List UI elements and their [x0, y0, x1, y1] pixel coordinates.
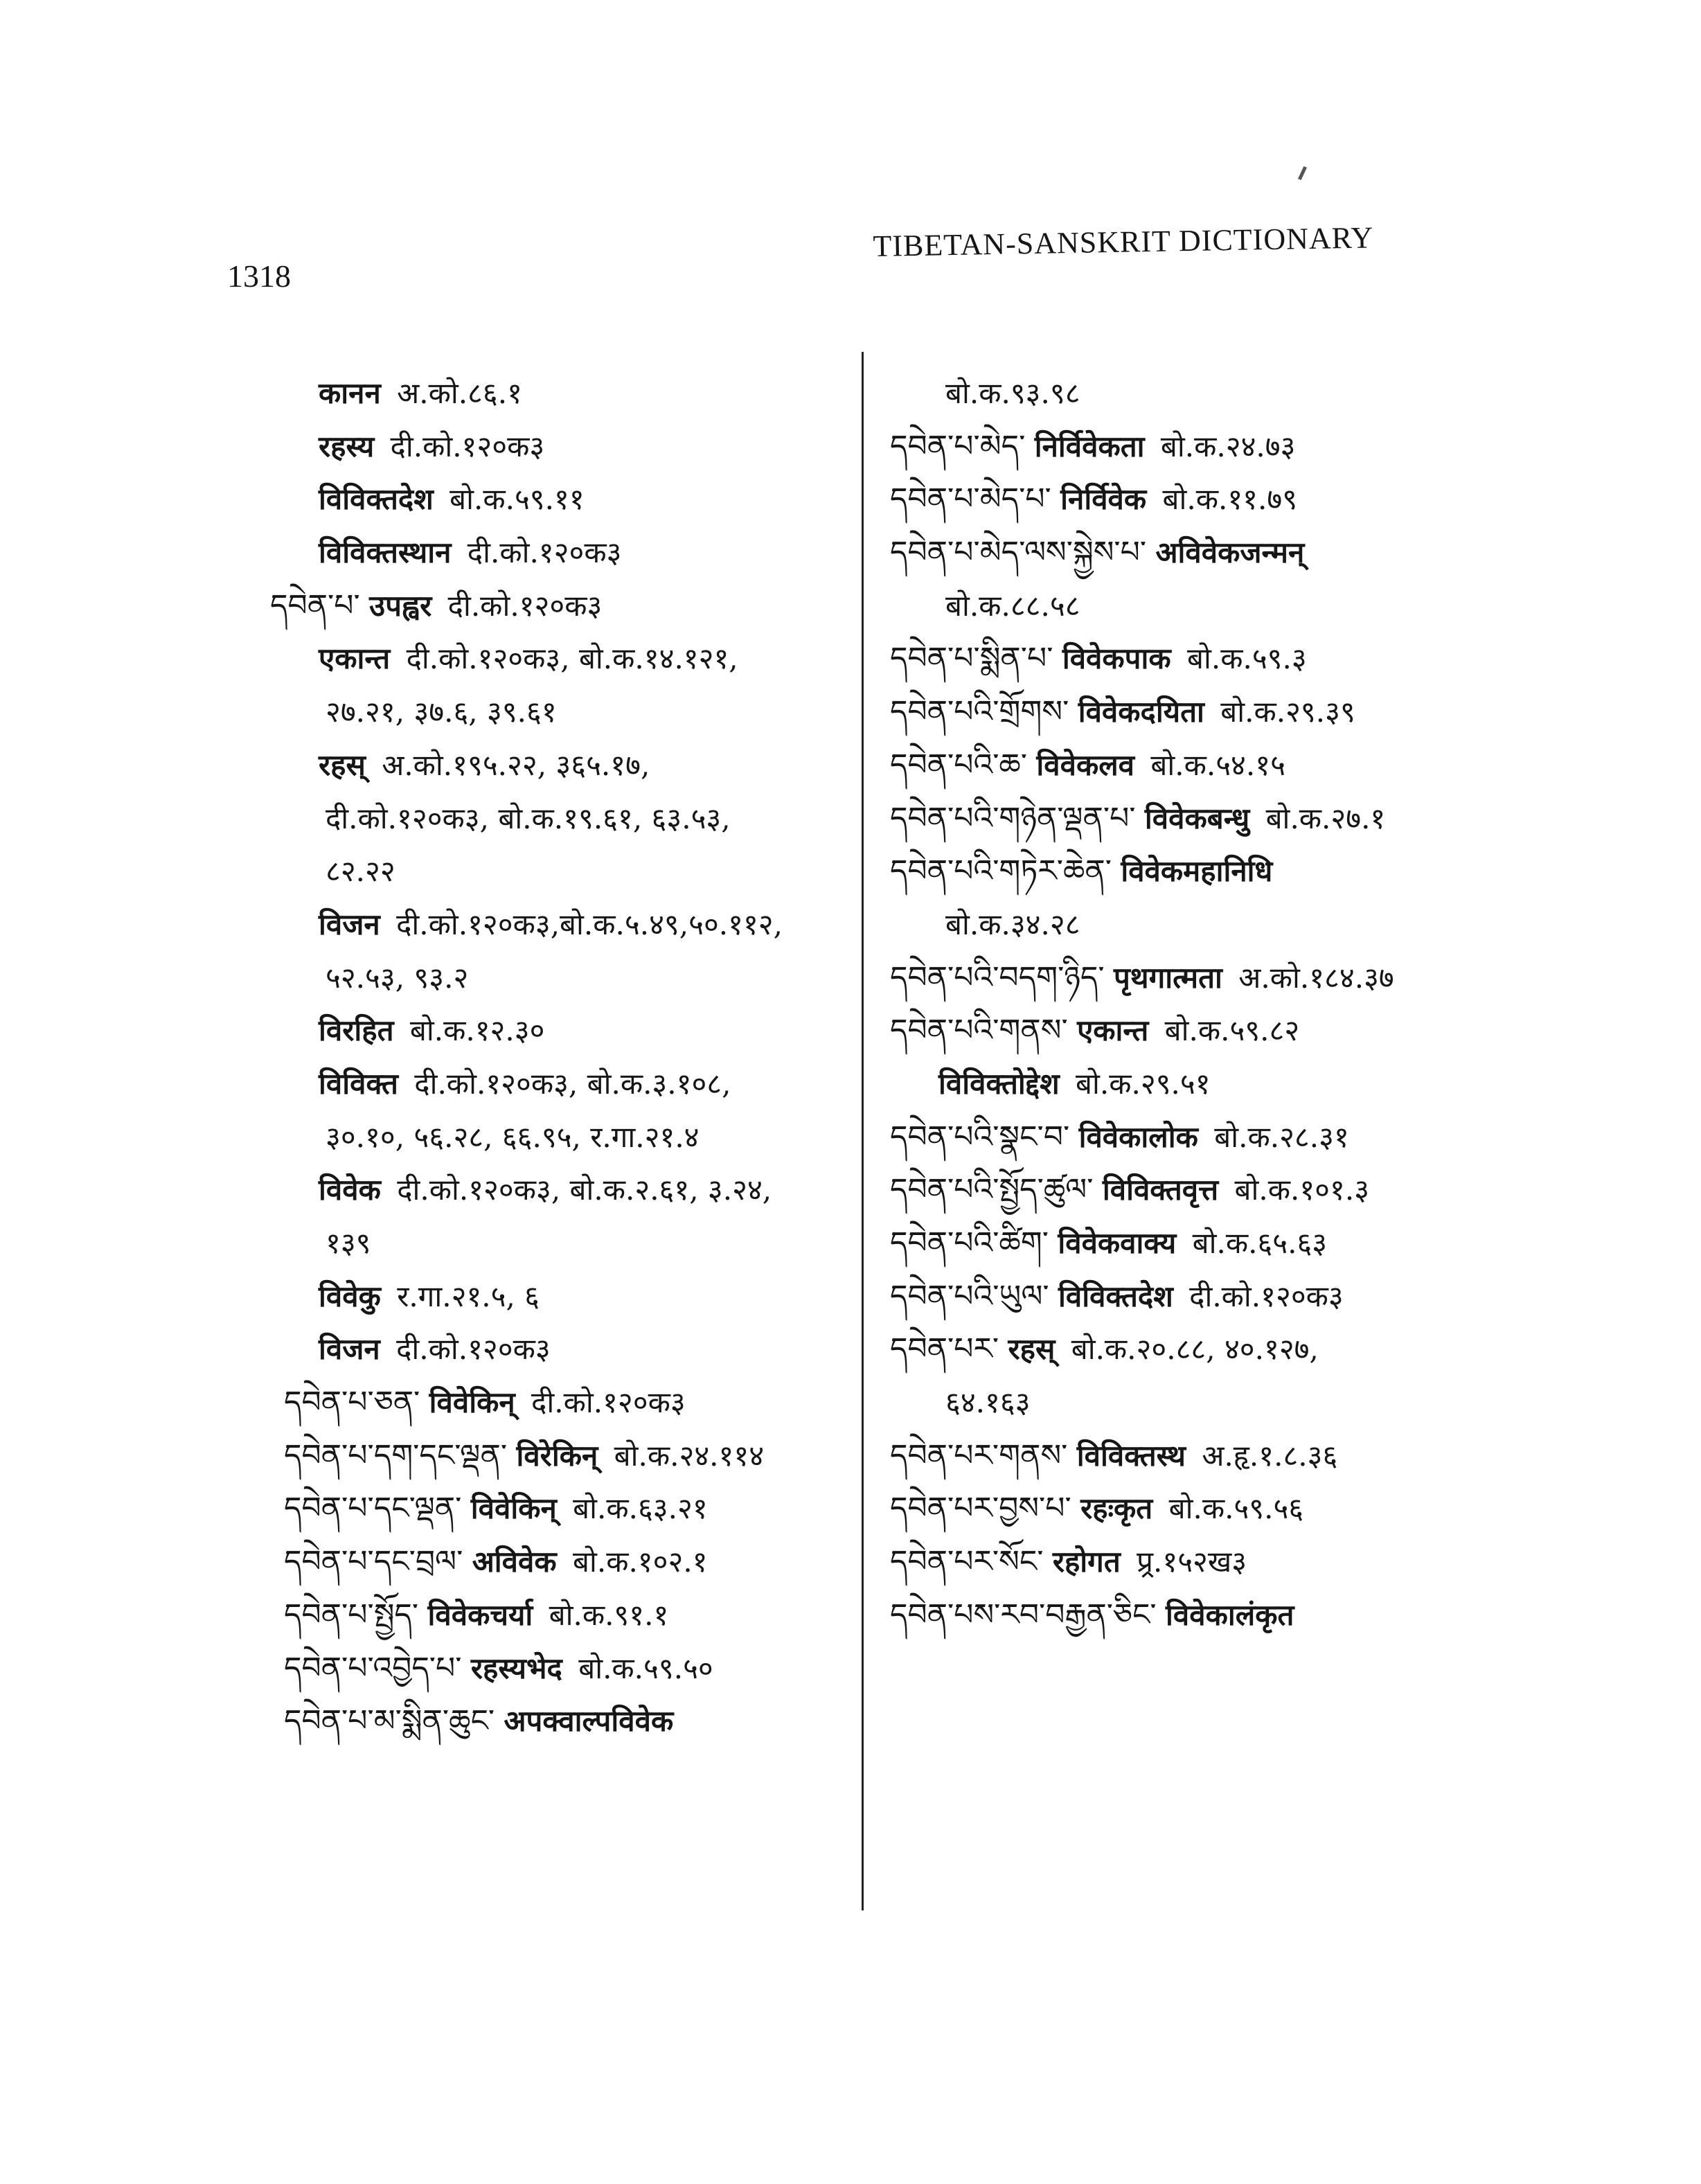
source-reference: बो.क.५९.११ — [449, 482, 585, 517]
sanskrit-headword: विविक्तोद्देश — [938, 1066, 1060, 1101]
tibetan-term: དབེན་པར་སོང་ — [890, 1544, 1044, 1580]
left-column — [270, 367, 859, 1748]
sanskrit-headword: कानन — [319, 376, 381, 410]
sanskrit-headword: निर्विवेक — [1060, 482, 1147, 517]
entry-line — [270, 1217, 859, 1270]
entry-line — [270, 686, 859, 739]
tibetan-term: དབེན་པ་ — [270, 587, 360, 623]
sanskrit-headword: विरेकिन् — [516, 1438, 598, 1473]
sanskrit-headword: अपक्वाल्पविवेक — [504, 1704, 674, 1739]
tibetan-term: དབེན་པར་གནས་ — [890, 1437, 1068, 1473]
entry-line — [270, 473, 859, 526]
entry-line — [890, 1058, 1513, 1111]
source-reference: अ.हृ.१.८.३६ — [1202, 1438, 1338, 1473]
tibetan-term: དབེན་པ་སྨིན་པ་ — [890, 641, 1053, 677]
entry-line — [890, 1536, 1513, 1589]
entry-line — [890, 526, 1513, 580]
entry-line — [890, 632, 1513, 686]
source-reference: बो.क.२९.५१ — [1076, 1066, 1211, 1101]
entry-line — [270, 1004, 859, 1058]
entry-line — [890, 420, 1513, 474]
tibetan-term: དབེན་པ་མེད་ལས་སྐྱེས་པ་ — [890, 535, 1147, 571]
page-number: 1318 — [227, 258, 291, 294]
tibetan-term: དབེན་པའི་ཡུལ་ — [890, 1278, 1049, 1314]
entry-line — [270, 898, 859, 952]
source-reference: बो.क.२४.७३ — [1160, 429, 1296, 463]
sanskrit-headword: विविक्तवृत्त — [1102, 1173, 1219, 1207]
source-reference: बो.क.२९.३९ — [1220, 695, 1355, 729]
entry-line — [890, 845, 1513, 898]
sanskrit-headword: विवेकदयिता — [1078, 695, 1204, 729]
entry-line — [270, 1642, 859, 1696]
source-reference: बो.क.९१.१ — [549, 1597, 669, 1632]
entry-line — [270, 1323, 859, 1376]
source-reference: ८२.२२ — [326, 854, 395, 889]
sanskrit-headword: रहोगत — [1052, 1545, 1121, 1579]
entry-line — [890, 1217, 1513, 1270]
source-reference: अ.को.८६.१ — [397, 376, 522, 410]
sanskrit-headword: विवेकिन् — [470, 1491, 557, 1526]
tibetan-term: དབེན་པ་མེད་ — [890, 428, 1026, 464]
sanskrit-headword: विवेकालोक — [1078, 1119, 1198, 1154]
entry-line — [270, 1111, 859, 1164]
tibetan-term: དབེན་པའི་སྤྱོད་ཚུལ་ — [890, 1172, 1094, 1208]
source-reference: दी.को.१२०क३, बो.क.१९.६१, ६३.५३, — [326, 801, 731, 835]
source-reference: बो.क.२८.३१ — [1214, 1119, 1349, 1154]
source-reference: १३९ — [326, 1226, 371, 1260]
entry-line — [270, 1164, 859, 1217]
source-reference: बो.क.२४.११४ — [614, 1438, 765, 1473]
entry-line — [270, 1270, 859, 1324]
sanskrit-headword: रहःकृत — [1080, 1491, 1153, 1526]
entry-line — [890, 367, 1513, 420]
entry-line — [890, 1270, 1513, 1324]
sanskrit-headword: विवेकबन्धु — [1144, 801, 1250, 835]
source-reference: दी.को.१२०क३, बो.क.२.६१, ३.२४, — [397, 1173, 772, 1207]
sanskrit-headword: एकान्त — [1077, 1013, 1149, 1048]
sanskrit-headword: रहस् — [1008, 1332, 1056, 1367]
entry-line — [270, 1695, 859, 1748]
source-reference: दी.को.१२०क३ — [531, 1385, 686, 1420]
sanskrit-headword: अविवेकजन्मन् — [1155, 535, 1305, 570]
right-column — [890, 367, 1513, 1642]
tibetan-term: དབེན་པའི་ཆ་ — [890, 747, 1027, 783]
entry-line — [890, 580, 1513, 633]
sanskrit-headword: विवेकु — [319, 1279, 381, 1313]
tibetan-term: དབེན་པ་མ་སྨིན་ཆུང་ — [284, 1703, 495, 1739]
sanskrit-headword: रहस्य — [319, 429, 375, 463]
source-reference: अ.को.१८४.३७ — [1238, 960, 1394, 995]
entry-line — [890, 1323, 1513, 1376]
source-reference: बो.क.२०.८८, ४०.१२७, — [1071, 1332, 1319, 1367]
source-reference: बो.क.५४.१५ — [1150, 747, 1285, 782]
source-reference: दी.को.१२०क३ — [467, 535, 622, 570]
sanskrit-headword: विविक्तस्थ — [1076, 1438, 1186, 1473]
sanskrit-headword: एकान्त — [319, 641, 391, 676]
source-reference: दी.को.१२०क३ — [447, 588, 603, 623]
entry-line — [270, 792, 859, 846]
sanskrit-headword: रहस्यभेद — [470, 1651, 562, 1685]
sanskrit-headword: विवेकालंकृत — [1166, 1597, 1294, 1632]
source-reference: दी.को.१२०क३, बो.क.१४.१२१, — [406, 641, 738, 676]
entry-line — [270, 526, 859, 580]
entry-line — [270, 367, 859, 420]
source-reference: २७.२१, ३७.६, ३९.६१ — [326, 695, 557, 729]
tibetan-term: དབེན་པའི་གྲོགས་ — [890, 694, 1069, 730]
entry-line — [270, 1058, 859, 1111]
sanskrit-headword: विवेकवाक्य — [1058, 1226, 1177, 1260]
source-reference: बो.क.५९.३ — [1187, 641, 1307, 676]
tibetan-term: དབེན་པས་རབ་བརྒྱན་ཅིང་ — [890, 1597, 1157, 1633]
tibetan-term: དབེན་པའི་ཚིག་ — [890, 1225, 1049, 1261]
source-reference: दी.को.१२०क३ — [396, 1332, 551, 1367]
margin-mark — [1298, 166, 1307, 180]
source-reference: बो.क.११.७९ — [1162, 482, 1298, 517]
source-reference: बो.क.५९.५० — [578, 1651, 713, 1685]
source-reference: बो.क.६५.६३ — [1192, 1226, 1328, 1260]
sanskrit-headword: विवेकमहानिधि — [1121, 854, 1273, 889]
entry-line — [270, 1430, 859, 1483]
tibetan-term: དབེན་པར་བྱས་པ་ — [890, 1491, 1071, 1527]
entry-line — [890, 686, 1513, 739]
source-reference: बो.क.१०१.३ — [1234, 1173, 1370, 1207]
running-head: TIBETAN-SANSKRIT DICTIONARY — [873, 220, 1374, 263]
sanskrit-headword: विवेकलव — [1036, 747, 1135, 782]
source-reference: दी.को.१२०क३ — [1189, 1279, 1344, 1313]
sanskrit-headword: विवेकपाक — [1062, 641, 1171, 676]
sanskrit-headword: निर्विवेकता — [1034, 429, 1145, 463]
source-reference: बो.क.५९.८२ — [1164, 1013, 1300, 1048]
sanskrit-headword: रहस् — [319, 747, 366, 782]
entry-line — [270, 952, 859, 1005]
entry-line — [890, 473, 1513, 526]
source-reference: र.गा.२१.५, ६ — [397, 1279, 540, 1313]
entry-line — [270, 420, 859, 474]
sanskrit-headword: विविक्त — [319, 1066, 398, 1101]
entry-line — [890, 1111, 1513, 1164]
sanskrit-headword: विरहित — [319, 1013, 394, 1048]
entry-line — [890, 1430, 1513, 1483]
tibetan-term: དབེན་པའི་གཉེན་ལྡན་པ་ — [890, 800, 1136, 836]
sanskrit-headword: विजन — [319, 1332, 380, 1367]
source-reference: दी.को.१२०क३ — [390, 429, 545, 463]
sanskrit-headword: विविक्तदेश — [319, 482, 434, 517]
sanskrit-headword: विवेकिन् — [429, 1385, 515, 1420]
source-reference: दी.को.१२०क३, बो.क.३.१०८, — [414, 1066, 731, 1101]
entry-line — [270, 1482, 859, 1536]
entry-line — [890, 1482, 1513, 1536]
entry-line — [890, 1164, 1513, 1217]
sanskrit-headword: विवेक — [319, 1173, 381, 1207]
tibetan-term: དབེན་པ་ཅན་ — [284, 1385, 420, 1421]
tibetan-term: དབེན་པའི་སྣང་བ་ — [890, 1119, 1070, 1155]
source-reference: बो.क.६३.२१ — [573, 1491, 708, 1526]
entry-line — [270, 1376, 859, 1430]
source-reference: बो.क.८८.५८ — [945, 588, 1080, 623]
tibetan-term: དབེན་པ་མེད་པ་ — [890, 481, 1051, 517]
tibetan-term: དབེན་པ་དང་བྲལ་ — [284, 1544, 463, 1580]
tibetan-term: དབེན་པའི་བདག་ཉིད་ — [890, 959, 1105, 995]
source-reference: अ.को.१९५.२२, ३६५.१७, — [382, 747, 650, 782]
entry-line — [890, 898, 1513, 952]
sanskrit-headword: विविक्तदेश — [1058, 1279, 1173, 1313]
entry-line — [270, 739, 859, 792]
tibetan-term: དབེན་པའི་གཏེར་ཆེན་ — [890, 853, 1112, 889]
entry-line — [270, 845, 859, 898]
source-reference: बो.क.९३.९८ — [945, 376, 1080, 410]
source-reference: बो.क.१२.३० — [409, 1013, 545, 1048]
entry-line — [270, 1589, 859, 1642]
entry-line — [890, 1589, 1513, 1642]
sanskrit-headword: पृथगात्मता — [1113, 960, 1222, 995]
tibetan-term: དབེན་པ་དང་ལྡན་ — [284, 1491, 462, 1527]
tibetan-term: དབེན་པ་སྤྱོད་ — [284, 1597, 419, 1633]
source-reference: बो.क.२७.१ — [1265, 801, 1386, 835]
entry-line — [890, 739, 1513, 792]
entry-line — [890, 792, 1513, 846]
tibetan-term: དབེན་པའི་གནས་ — [890, 1013, 1068, 1049]
source-reference: ६४.१६३ — [945, 1385, 1031, 1420]
entry-line — [270, 580, 859, 633]
sanskrit-headword: उपह्वर — [369, 588, 432, 623]
source-reference: बो.क.३४.२८ — [945, 907, 1080, 941]
source-reference: दी.को.१२०क३,बो.क.५.४९,५०.११२, — [396, 907, 783, 941]
source-reference: ५२.५३, ९३.२ — [326, 960, 469, 995]
sanskrit-headword: विवेकचर्या — [427, 1597, 533, 1632]
tibetan-term: དབེན་པ་དག་དང་ལྡན་ — [284, 1437, 508, 1473]
sanskrit-headword: अविवेक — [472, 1545, 557, 1579]
entry-line — [890, 1004, 1513, 1058]
source-reference: बो.क.५९.५६ — [1168, 1491, 1304, 1526]
source-reference: बो.क.१०२.१ — [572, 1545, 708, 1579]
sanskrit-headword: विविक्तस्थान — [319, 535, 452, 570]
entry-line — [270, 632, 859, 686]
tibetan-term: དབེན་པ་འབྱེད་པ་ — [284, 1650, 462, 1686]
column-divider — [862, 352, 864, 1910]
source-reference: प्र्र.१५२ख३ — [1137, 1545, 1247, 1579]
entry-line — [890, 1376, 1513, 1430]
entry-line — [890, 952, 1513, 1005]
entry-line — [270, 1536, 859, 1589]
sanskrit-headword: विजन — [319, 907, 380, 941]
source-reference: ३०.१०, ५६.२८, ६६.९५, र.गा.२१.४ — [326, 1119, 700, 1154]
tibetan-term: དབེན་པར་ — [890, 1331, 999, 1367]
